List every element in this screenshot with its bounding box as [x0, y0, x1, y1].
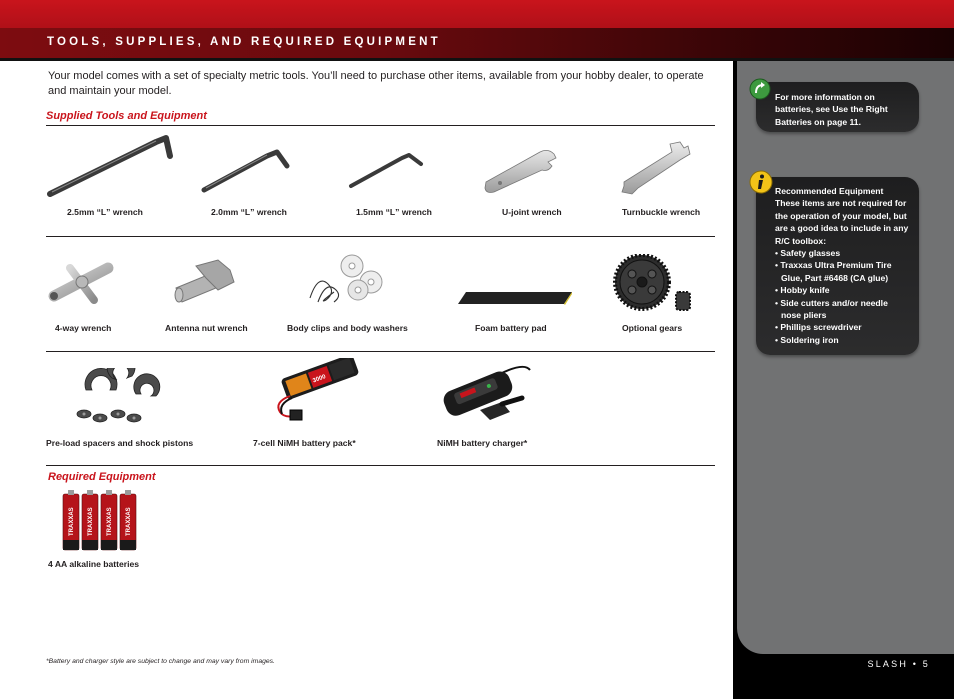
- svg-text:3000: 3000: [312, 374, 327, 385]
- recommended-title: Recommended Equipment: [775, 186, 884, 196]
- header-red-band: [0, 0, 954, 28]
- l-wrench-2-5mm-image: [44, 132, 174, 204]
- label-aa-batteries: 4 AA alkaline batteries: [48, 559, 140, 569]
- recommended-list: [775, 247, 909, 346]
- section-divider: [46, 351, 715, 352]
- supplied-heading: Supplied Tools and Equipment: [46, 110, 207, 122]
- required-heading: Required Equipment: [48, 471, 156, 483]
- list-item: • Phillips screwdriver: [775, 322, 862, 333]
- label-1-5mm-wrench: 1.5mm “L” wrench: [356, 207, 432, 217]
- info-icon: [749, 170, 773, 194]
- nimh-charger-image: [440, 360, 534, 424]
- label-preload-spacers: Pre-load spacers and shock pistons: [46, 438, 194, 448]
- page-number: SLASH • 5: [867, 659, 930, 669]
- battery-brand-text: TRAXXAS: [107, 507, 113, 536]
- label-turnbuckle-wrench: Turnbuckle wrench: [622, 207, 701, 217]
- l-wrench-1-5mm-image: [347, 150, 427, 190]
- title-bar: [0, 28, 954, 58]
- page-title: TOOLS, SUPPLIES, AND REQUIRED EQUIPMENT: [47, 36, 441, 48]
- body-clips-washers-image: [304, 252, 388, 308]
- footnote: *Battery and charger style are subject to change and may vary from images.: [46, 658, 275, 665]
- recommended-equipment-note: [756, 177, 919, 355]
- label-battery-charger: NiMH battery charger*: [437, 438, 528, 448]
- foam-battery-pad-image: [456, 290, 574, 306]
- battery-brand-text: TRAXXAS: [126, 507, 132, 536]
- battery-brand-text: TRAXXAS: [88, 507, 94, 536]
- label-optional-gears: Optional gears: [622, 323, 683, 333]
- label-antenna-nut-wrench: Antenna nut wrench: [165, 323, 248, 333]
- list-item: • Hobby knife: [775, 285, 830, 296]
- list-item: • Traxxas Ultra Premium Tire Glue, Part #6468 (CA glue): [775, 260, 892, 283]
- battery-brand-text: TRAXXAS: [69, 507, 75, 536]
- l-wrench-2-0mm-image: [199, 146, 295, 196]
- aa-batteries-image: [62, 490, 138, 552]
- list-item: • Soldering iron: [775, 334, 839, 345]
- intro-paragraph: Your model comes with a set of specialty metric tools. You’ll need to purchase other items, available from your hobby dealer, to operate and maintain your model.: [48, 70, 704, 97]
- list-item: • Side cutters and/or needle nose pliers: [775, 297, 888, 321]
- label-body-clips-washers: Body clips and body washers: [287, 323, 408, 333]
- label-four-way-wrench: 4-way wrench: [55, 323, 112, 333]
- turnbuckle-wrench-image: [618, 140, 692, 196]
- label-foam-battery-pad: Foam battery pad: [475, 323, 547, 333]
- nimh-battery-pack-image: [264, 358, 360, 424]
- section-divider: [46, 465, 715, 466]
- four-way-wrench-image: [46, 256, 120, 306]
- arrow-icon: [749, 78, 771, 100]
- optional-gears-image: [602, 254, 694, 314]
- battery-info-text: For more information on batteries, see Use the Right Batteries on page 11.: [775, 92, 888, 127]
- section-divider: [46, 125, 715, 126]
- label-2-5mm-wrench: 2.5mm “L” wrench: [67, 207, 143, 217]
- u-joint-wrench-image: [482, 146, 560, 194]
- antenna-nut-wrench-image: [170, 258, 242, 308]
- recommended-text: These items are not required for the operation of your model, but are a good idea to include in any R/C toolbox:: [775, 198, 909, 246]
- section-divider: [46, 236, 715, 237]
- battery-info-note: [756, 82, 919, 132]
- list-item: • Safety glasses: [775, 248, 841, 259]
- label-2-0mm-wrench: 2.0mm “L” wrench: [211, 207, 287, 217]
- label-u-joint-wrench: U-joint wrench: [502, 207, 562, 217]
- preload-spacers-pistons-image: [72, 368, 168, 428]
- label-battery-pack: 7-cell NiMH battery pack*: [253, 438, 356, 448]
- sidebar-panel: [737, 61, 954, 654]
